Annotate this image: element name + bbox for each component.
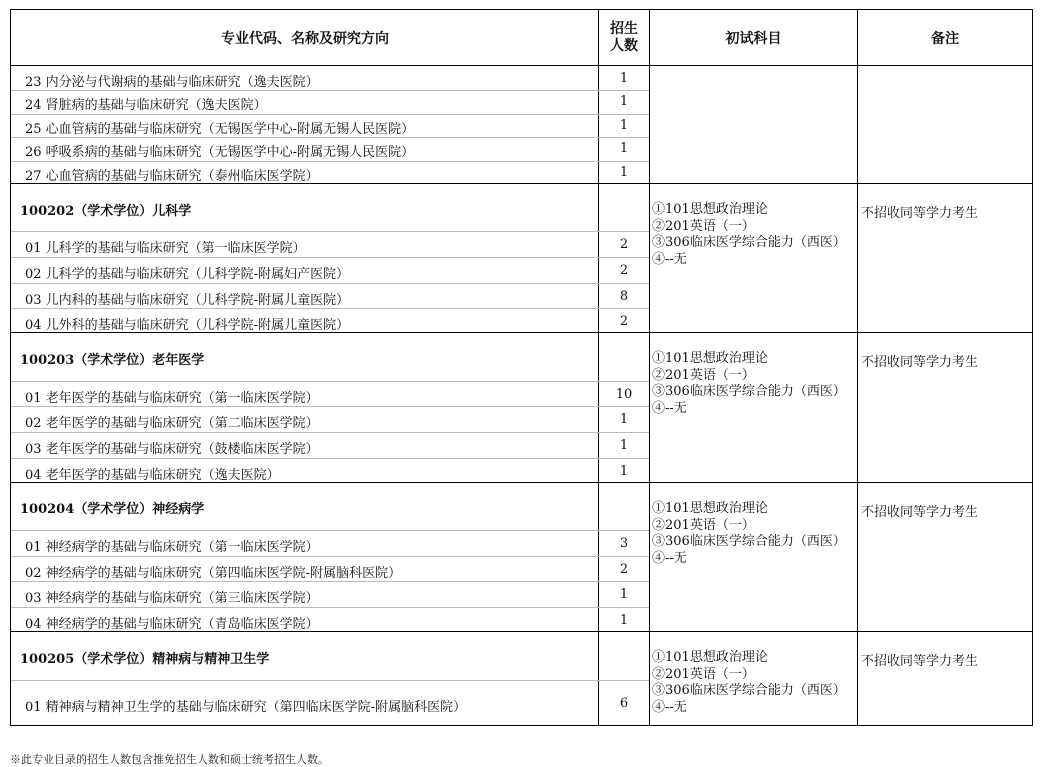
- row-divider: [11, 283, 649, 284]
- row-label: 03 儿内科的基础与临床研究（儿科学院-附属儿童医院）: [25, 293, 350, 308]
- header-major-direction: [11, 10, 599, 65]
- table-row: [11, 67, 648, 91]
- table-row: [11, 310, 648, 334]
- row-divider: [11, 406, 649, 407]
- exam-subjects: [652, 501, 846, 567]
- remark: 不招收同等学力考生: [861, 355, 979, 370]
- header-exam-subjects: [650, 10, 857, 65]
- header-col2-line2: 人数: [610, 37, 638, 54]
- subject-line: ④--无: [652, 251, 687, 267]
- row-count: 1: [619, 464, 629, 479]
- row-label: 01 精神病与精神卫生学的基础与临床研究（第四临床医学院-附属脑科医院）: [25, 700, 467, 715]
- row-label: 03 神经病学的基础与临床研究（第三临床医学院）: [25, 591, 319, 606]
- row-count: 1: [619, 165, 629, 180]
- header-divider: [11, 65, 1032, 66]
- row-count: 8: [619, 289, 629, 304]
- subject-line: ②201英语（一）: [652, 666, 755, 682]
- row-label: 01 儿科学的基础与临床研究（第一临床医学院）: [25, 241, 306, 256]
- row-label: 04 儿外科的基础与临床研究（儿科学院-附属儿童医院）: [25, 318, 350, 333]
- row-label: 04 神经病学的基础与临床研究（青岛临床医学院）: [25, 617, 319, 632]
- subject-line: ②201英语（一）: [652, 517, 755, 533]
- subject-line: ①101思想政治理论: [652, 351, 768, 366]
- row-count: 1: [619, 94, 629, 109]
- subject-line: ①101思想政治理论: [652, 650, 768, 665]
- table-row: [11, 259, 648, 283]
- row-label: 01 老年医学的基础与临床研究（第一临床医学院）: [25, 391, 319, 406]
- row-label: 02 儿科学的基础与临床研究（儿科学院-附属妇产医院）: [25, 267, 350, 282]
- table-row: [11, 434, 648, 458]
- table-row: [11, 233, 648, 257]
- row-label: 24 肾脏病的基础与临床研究（逸夫医院）: [25, 98, 267, 113]
- table-row: [11, 558, 648, 582]
- subject-line: ④--无: [652, 699, 687, 715]
- row-count: 2: [619, 263, 629, 278]
- row-label: 26 呼吸系病的基础与临床研究（无锡医学中心-附属无锡人民医院）: [25, 145, 415, 160]
- row-count: 1: [619, 71, 629, 86]
- major-title: 100205（学术学位）精神病与精神卫生学: [20, 652, 270, 667]
- subject-line: ③306临床医学综合能力（西医）: [652, 235, 846, 250]
- exam-subjects: [652, 202, 846, 268]
- exam-subjects: [652, 650, 846, 716]
- row-count: 3: [619, 536, 629, 551]
- section-divider: [11, 332, 1032, 333]
- row-count: 2: [619, 562, 629, 577]
- row-count: 1: [619, 587, 629, 602]
- table-row: [11, 90, 648, 114]
- row-count: 1: [619, 118, 629, 133]
- subject-line: ③306临床医学综合能力（西医）: [652, 683, 846, 698]
- exam-subjects: [652, 351, 846, 417]
- row-divider: [11, 231, 649, 232]
- row-label: 23 内分泌与代谢病的基础与临床研究（逸夫医院）: [25, 75, 319, 90]
- row-count: 1: [619, 141, 629, 156]
- remark: 不招收同等学力考生: [861, 654, 979, 669]
- row-label: 25 心血管病的基础与临床研究（无锡医学中心-附属无锡人民医院）: [25, 122, 415, 137]
- row-divider: [11, 458, 649, 459]
- section-divider: [11, 183, 1032, 184]
- row-label: 02 神经病学的基础与临床研究（第四临床医学院-附属脑科医院）: [25, 566, 402, 581]
- row-count: 10: [615, 387, 633, 402]
- row-label: 27 心血管病的基础与临床研究（泰州临床医学院）: [25, 169, 319, 184]
- subject-line: ④--无: [652, 550, 687, 566]
- subject-line: ①101思想政治理论: [652, 202, 768, 217]
- row-label: 04 老年医学的基础与临床研究（逸夫医院）: [25, 468, 280, 483]
- row-count: 1: [619, 613, 629, 628]
- remark: 不招收同等学力考生: [861, 505, 979, 520]
- subject-line: ②201英语（一）: [652, 367, 755, 383]
- row-count: 2: [619, 314, 629, 329]
- table-row: [11, 460, 648, 484]
- footnote: ※此专业目录的招生人数包含推免招生人数和硕士统考招生人数。: [10, 753, 329, 766]
- header-col2-line1: 招生: [610, 20, 638, 37]
- row-label: 03 老年医学的基础与临床研究（鼓楼临床医学院）: [25, 442, 319, 457]
- subject-line: ③306临床医学综合能力（西医）: [652, 384, 846, 399]
- table-row: [11, 692, 648, 716]
- subject-line: ①101思想政治理论: [652, 501, 768, 516]
- column-divider: [857, 10, 858, 725]
- column-divider: [649, 10, 650, 725]
- table-row: [11, 285, 648, 309]
- row-label: 01 神经病学的基础与临床研究（第一临床医学院）: [25, 540, 319, 555]
- major-title: 100202（学术学位）儿科学: [20, 204, 192, 219]
- row-divider: [11, 308, 649, 309]
- major-title: 100204（学术学位）神经病学: [20, 502, 205, 517]
- row-label: 02 老年医学的基础与临床研究（第二临床医学院）: [25, 416, 319, 431]
- table-row: [11, 114, 648, 138]
- table-row: [11, 532, 648, 556]
- row-divider: [11, 257, 649, 258]
- row-count: 6: [619, 696, 629, 711]
- row-divider: [11, 680, 649, 681]
- row-divider: [11, 581, 649, 582]
- row-divider: [11, 607, 649, 608]
- section-divider: [11, 482, 1032, 483]
- table-row: [11, 609, 648, 633]
- header-remarks: [858, 10, 1032, 65]
- header-col1-text: 专业代码、名称及研究方向: [221, 30, 389, 47]
- remark: 不招收同等学力考生: [861, 206, 979, 221]
- table-row: [11, 137, 648, 161]
- row-divider: [11, 381, 649, 382]
- row-divider: [11, 530, 649, 531]
- header-col4-text: 备注: [931, 30, 959, 47]
- subject-line: ②201英语（一）: [652, 218, 755, 234]
- table-row: [11, 161, 648, 185]
- row-divider: [11, 556, 649, 557]
- major-title: 100203（学术学位）老年医学: [20, 353, 205, 368]
- row-count: 1: [619, 438, 629, 453]
- header-enrollment-count: [599, 10, 649, 65]
- subject-line: ④--无: [652, 400, 687, 416]
- table-row: [11, 408, 648, 432]
- row-divider: [11, 432, 649, 433]
- header-col3-text: 初试科目: [725, 30, 782, 47]
- enrollment-table: [10, 9, 1033, 726]
- row-count: 2: [619, 237, 629, 252]
- section-divider: [11, 631, 1032, 632]
- table-row: [11, 583, 648, 607]
- row-count: 1: [619, 412, 629, 427]
- table-row: [11, 383, 648, 407]
- subject-line: ③306临床医学综合能力（西医）: [652, 534, 846, 549]
